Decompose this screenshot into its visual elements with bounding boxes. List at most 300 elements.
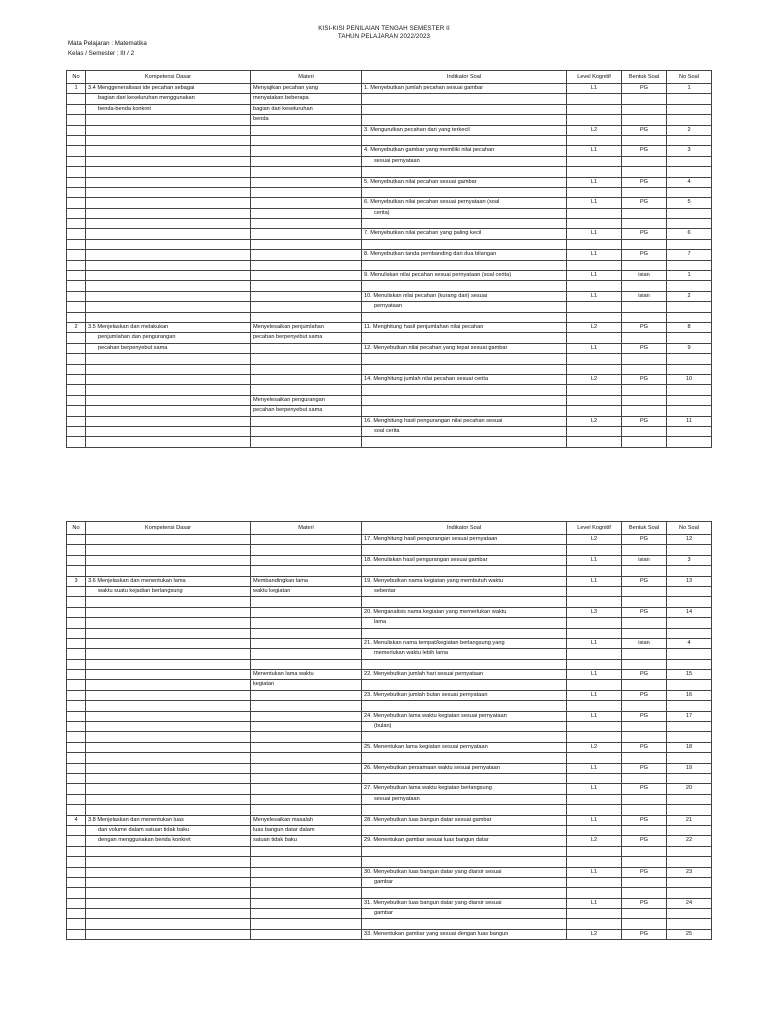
- materi-cell: [251, 312, 362, 322]
- indikator-soal-cell: [362, 680, 567, 690]
- no-cell: [67, 919, 86, 929]
- no-soal-cell: 1: [667, 271, 712, 281]
- level-kognitif-cell: L1: [567, 763, 622, 773]
- level-kognitif-cell: [567, 135, 622, 145]
- column-header-materi: Materi: [251, 71, 362, 84]
- level-kognitif-cell: [567, 659, 622, 669]
- bentuk-soal-cell: PG: [622, 125, 667, 135]
- no-cell: [67, 354, 86, 364]
- no-cell: [67, 732, 86, 742]
- bentuk-soal-cell: PG: [622, 607, 667, 617]
- kompetensi-dasar-cell: [86, 805, 251, 815]
- no-cell: [67, 628, 86, 638]
- indikator-soal-cell: [362, 753, 567, 763]
- no-cell: [67, 763, 86, 773]
- table-row: [67, 156, 712, 166]
- no-cell: [67, 742, 86, 752]
- no-soal-cell: [667, 94, 712, 104]
- materi-cell: [251, 354, 362, 364]
- kompetensi-dasar-cell: [86, 229, 251, 239]
- indikator-soal-cell: [362, 333, 567, 343]
- subject-label: Mata Pelajaran : Matematika: [68, 40, 147, 47]
- no-cell: [67, 94, 86, 104]
- no-cell: [67, 406, 86, 416]
- no-soal-cell: [667, 919, 712, 929]
- no-cell: [67, 898, 86, 908]
- kompetensi-dasar-cell: [86, 753, 251, 763]
- column-header-indikator-soal: Indikator Soal: [362, 71, 567, 84]
- table-row: [67, 659, 712, 669]
- level-kognitif-cell: L1: [567, 146, 622, 156]
- materi-cell: satuan tidak baku: [251, 836, 362, 846]
- table-row: [67, 343, 712, 353]
- no-cell: [67, 364, 86, 374]
- kompetensi-dasar-cell: [86, 919, 251, 929]
- bentuk-soal-cell: [622, 135, 667, 145]
- bentuk-soal-cell: isian: [622, 638, 667, 648]
- no-cell: [67, 680, 86, 690]
- no-cell: [67, 271, 86, 281]
- table-row: [67, 763, 712, 773]
- no-cell: [67, 125, 86, 135]
- kompetensi-dasar-cell: [86, 385, 251, 395]
- kompetensi-dasar-cell: [86, 535, 251, 545]
- kompetensi-dasar-cell: [86, 281, 251, 291]
- materi-cell: Menyelesaikan penjumlahan: [251, 322, 362, 332]
- table-row: [67, 773, 712, 783]
- indikator-soal-cell: [362, 354, 567, 364]
- no-soal-cell: [667, 794, 712, 804]
- level-kognitif-cell: [567, 794, 622, 804]
- no-cell: [67, 437, 86, 447]
- indikator-soal-cell: soal cerita: [362, 426, 567, 436]
- no-soal-cell: [667, 395, 712, 405]
- level-kognitif-cell: [567, 395, 622, 405]
- bentuk-soal-cell: [622, 385, 667, 395]
- table-header-row: [67, 522, 712, 535]
- level-kognitif-cell: [567, 597, 622, 607]
- no-soal-cell: [667, 566, 712, 576]
- kompetensi-dasar-cell: [86, 867, 251, 877]
- table-row: [67, 291, 712, 301]
- no-soal-cell: 8: [667, 322, 712, 332]
- kompetensi-dasar-cell: [86, 659, 251, 669]
- materi-cell: [251, 929, 362, 939]
- kompetensi-dasar-cell: [86, 888, 251, 898]
- no-cell: [67, 909, 86, 919]
- no-soal-cell: [667, 597, 712, 607]
- kompetensi-dasar-cell: [86, 426, 251, 436]
- materi-cell: [251, 888, 362, 898]
- level-kognitif-cell: [567, 167, 622, 177]
- indikator-soal-cell: 11. Menghitung hasil penjumlahan nilai pecahan: [362, 322, 567, 332]
- no-soal-cell: [667, 659, 712, 669]
- table-row: [67, 364, 712, 374]
- no-soal-cell: [667, 333, 712, 343]
- materi-cell: [251, 919, 362, 929]
- table-row: [67, 312, 712, 322]
- table-row: [67, 597, 712, 607]
- indikator-soal-cell: cerita): [362, 208, 567, 218]
- kompetensi-dasar-cell: [86, 701, 251, 711]
- indikator-soal-cell: [362, 628, 567, 638]
- indikator-soal-cell: gambar: [362, 877, 567, 887]
- no-soal-cell: [667, 437, 712, 447]
- no-soal-cell: [667, 208, 712, 218]
- indikator-soal-cell: [362, 281, 567, 291]
- indikator-soal-cell: 30. Menyebutkan luas bangun datar yang diarsir sesuai: [362, 867, 567, 877]
- no-cell: [67, 156, 86, 166]
- table-row: [67, 836, 712, 846]
- table-row: [67, 208, 712, 218]
- indikator-soal-cell: 16. Menghitung hasil pengurangan nilai pecahan sesuai: [362, 416, 567, 426]
- kompetensi-dasar-cell: [86, 135, 251, 145]
- no-soal-cell: [667, 586, 712, 596]
- materi-cell: [251, 773, 362, 783]
- table-row: [67, 742, 712, 752]
- table-row: [67, 909, 712, 919]
- indikator-soal-cell: 14. Menghitung jumlah nilai pecahan sesuai cerita: [362, 374, 567, 384]
- kompetensi-dasar-cell: 3.8 Menjelaskan dan menentukan luas: [86, 815, 251, 825]
- bentuk-soal-cell: [622, 167, 667, 177]
- kompetensi-dasar-cell: [86, 416, 251, 426]
- bentuk-soal-cell: [622, 239, 667, 249]
- no-cell: [67, 867, 86, 877]
- table-row: [67, 250, 712, 260]
- indikator-soal-cell: [362, 597, 567, 607]
- level-kognitif-cell: [567, 426, 622, 436]
- no-soal-cell: 12: [667, 535, 712, 545]
- table-row: [67, 701, 712, 711]
- no-cell: [67, 555, 86, 565]
- indikator-soal-cell: 26. Menyebutkan persamaan waktu sesuai pernyataan: [362, 763, 567, 773]
- column-header-kompetensi-dasar: Kompetensi Dasar: [86, 71, 251, 84]
- materi-cell: waktu kegiatan: [251, 586, 362, 596]
- materi-cell: [251, 187, 362, 197]
- materi-cell: [251, 177, 362, 187]
- no-cell: 1: [67, 84, 86, 94]
- bentuk-soal-cell: [622, 649, 667, 659]
- materi-cell: Menyelesaikan pengurangan: [251, 395, 362, 405]
- materi-cell: kegiatan: [251, 680, 362, 690]
- no-soal-cell: 14: [667, 607, 712, 617]
- no-cell: [67, 167, 86, 177]
- table-row: [67, 271, 712, 281]
- no-soal-cell: [667, 312, 712, 322]
- materi-cell: [251, 343, 362, 353]
- no-soal-cell: [667, 426, 712, 436]
- table-row: [67, 607, 712, 617]
- no-soal-cell: [667, 701, 712, 711]
- bentuk-soal-cell: [622, 753, 667, 763]
- indikator-soal-cell: 4. Menyebutkan gambar yang memiliki nilai pecahan: [362, 146, 567, 156]
- bentuk-soal-cell: PG: [622, 763, 667, 773]
- level-kognitif-cell: [567, 333, 622, 343]
- table-row: [67, 566, 712, 576]
- indikator-soal-cell: [362, 437, 567, 447]
- bentuk-soal-cell: [622, 115, 667, 125]
- no-soal-cell: [667, 135, 712, 145]
- level-kognitif-cell: L1: [567, 784, 622, 794]
- table-row: [67, 638, 712, 648]
- indikator-soal-cell: [362, 406, 567, 416]
- level-kognitif-cell: [567, 753, 622, 763]
- table-row: [67, 385, 712, 395]
- no-cell: [67, 187, 86, 197]
- no-soal-cell: [667, 385, 712, 395]
- no-soal-cell: 23: [667, 867, 712, 877]
- table-row: [67, 426, 712, 436]
- kompetensi-dasar-cell: [86, 690, 251, 700]
- level-kognitif-cell: [567, 628, 622, 638]
- indikator-soal-cell: 28. Menyebutkan luas bangun datar sesuai gambar: [362, 815, 567, 825]
- no-soal-cell: [667, 909, 712, 919]
- bentuk-soal-cell: [622, 354, 667, 364]
- bentuk-soal-cell: PG: [622, 929, 667, 939]
- materi-cell: [251, 208, 362, 218]
- indikator-soal-cell: [362, 135, 567, 145]
- no-soal-cell: [667, 364, 712, 374]
- bentuk-soal-cell: isian: [622, 291, 667, 301]
- kompetensi-dasar-cell: [86, 670, 251, 680]
- kompetensi-dasar-cell: [86, 680, 251, 690]
- table-row: [67, 281, 712, 291]
- materi-cell: [251, 649, 362, 659]
- no-soal-cell: [667, 406, 712, 416]
- table-row: [67, 302, 712, 312]
- table-row: [67, 416, 712, 426]
- materi-cell: Menyajikan pecahan yang: [251, 84, 362, 94]
- indikator-soal-cell: [362, 187, 567, 197]
- materi-cell: [251, 732, 362, 742]
- indikator-soal-cell: [362, 857, 567, 867]
- kompetensi-dasar-cell: [86, 374, 251, 384]
- level-kognitif-cell: [567, 354, 622, 364]
- kisi-kisi-table-page2: [66, 521, 712, 940]
- kompetensi-dasar-cell: [86, 115, 251, 125]
- bentuk-soal-cell: [622, 888, 667, 898]
- no-soal-cell: [667, 888, 712, 898]
- no-soal-cell: 10: [667, 374, 712, 384]
- bentuk-soal-cell: [622, 426, 667, 436]
- level-kognitif-cell: L1: [567, 555, 622, 565]
- level-kognitif-cell: [567, 437, 622, 447]
- indikator-soal-cell: [362, 239, 567, 249]
- indikator-soal-cell: [362, 805, 567, 815]
- table-row: [67, 670, 712, 680]
- bentuk-soal-cell: [622, 281, 667, 291]
- bentuk-soal-cell: [622, 406, 667, 416]
- bentuk-soal-cell: PG: [622, 867, 667, 877]
- table-row: [67, 825, 712, 835]
- kompetensi-dasar-cell: [86, 555, 251, 565]
- no-cell: [67, 198, 86, 208]
- bentuk-soal-cell: PG: [622, 146, 667, 156]
- table-row: [67, 84, 712, 94]
- no-cell: [67, 753, 86, 763]
- kompetensi-dasar-cell: [86, 722, 251, 732]
- kompetensi-dasar-cell: [86, 364, 251, 374]
- bentuk-soal-cell: [622, 919, 667, 929]
- bentuk-soal-cell: [622, 825, 667, 835]
- no-cell: [67, 260, 86, 270]
- document-title-line1: KISI-KISI PENILAIAN TENGAH SEMESTER II: [318, 25, 450, 32]
- table-row: [67, 555, 712, 565]
- no-cell: 3: [67, 576, 86, 586]
- materi-cell: bagian dari keseluruhan: [251, 104, 362, 114]
- indikator-soal-cell: 20. Menganalisis nama kegiatan yang memerlukan waktu: [362, 607, 567, 617]
- kompetensi-dasar-cell: [86, 597, 251, 607]
- kompetensi-dasar-cell: [86, 208, 251, 218]
- no-soal-cell: [667, 545, 712, 555]
- bentuk-soal-cell: [622, 597, 667, 607]
- level-kognitif-cell: [567, 825, 622, 835]
- kompetensi-dasar-cell: [86, 742, 251, 752]
- table-row: [67, 177, 712, 187]
- materi-cell: [251, 638, 362, 648]
- no-cell: [67, 586, 86, 596]
- class-semester-label: Kelas / Semester : III / 2: [68, 50, 135, 57]
- kompetensi-dasar-cell: [86, 877, 251, 887]
- level-kognitif-cell: L1: [567, 229, 622, 239]
- materi-cell: [251, 374, 362, 384]
- kompetensi-dasar-cell: [86, 711, 251, 721]
- indikator-soal-cell: [362, 566, 567, 576]
- table-row: [67, 374, 712, 384]
- no-soal-cell: 13: [667, 576, 712, 586]
- table-row: [67, 146, 712, 156]
- kompetensi-dasar-cell: [86, 219, 251, 229]
- no-soal-cell: [667, 825, 712, 835]
- level-kognitif-cell: [567, 649, 622, 659]
- kompetensi-dasar-cell: [86, 291, 251, 301]
- bentuk-soal-cell: [622, 773, 667, 783]
- no-soal-cell: [667, 805, 712, 815]
- no-soal-cell: 7: [667, 250, 712, 260]
- bentuk-soal-cell: [622, 618, 667, 628]
- materi-cell: Menyelesaikan masalah: [251, 815, 362, 825]
- bentuk-soal-cell: PG: [622, 898, 667, 908]
- indikator-soal-cell: 18. Menuliskan hasil pengurangan sesuai gambar: [362, 555, 567, 565]
- indikator-soal-cell: [362, 385, 567, 395]
- no-cell: [67, 722, 86, 732]
- no-cell: [67, 385, 86, 395]
- table-row: [67, 576, 712, 586]
- column-header-no-soal: No Soal: [667, 522, 712, 535]
- indikator-soal-cell: 29. Menentukan gambar sesuai luas bangun datar: [362, 836, 567, 846]
- materi-cell: [251, 125, 362, 135]
- table-row: [67, 846, 712, 856]
- kisi-kisi-table-page1: [66, 70, 712, 448]
- no-soal-cell: [667, 354, 712, 364]
- materi-cell: [251, 239, 362, 249]
- materi-cell: [251, 659, 362, 669]
- bentuk-soal-cell: isian: [622, 271, 667, 281]
- level-kognitif-cell: L2: [567, 322, 622, 332]
- no-soal-cell: [667, 104, 712, 114]
- table-row: [67, 125, 712, 135]
- bentuk-soal-cell: [622, 437, 667, 447]
- materi-cell: [251, 146, 362, 156]
- indikator-soal-cell: 7. Menyebutkan nilai pecahan yang paling kecil: [362, 229, 567, 239]
- table-row: [67, 586, 712, 596]
- level-kognitif-cell: [567, 156, 622, 166]
- no-soal-cell: 18: [667, 742, 712, 752]
- materi-cell: [251, 219, 362, 229]
- indikator-soal-cell: lama: [362, 618, 567, 628]
- level-kognitif-cell: [567, 888, 622, 898]
- kompetensi-dasar-cell: pecahan berpenyebut sama: [86, 343, 251, 353]
- no-cell: [67, 794, 86, 804]
- indikator-soal-cell: 12. Menyebutkan nilai pecahan yang tepat sesuai gambar: [362, 343, 567, 353]
- column-header-no: No: [67, 71, 86, 84]
- materi-cell: [251, 271, 362, 281]
- kompetensi-dasar-cell: [86, 898, 251, 908]
- kompetensi-dasar-cell: [86, 198, 251, 208]
- column-header-level-kognitif: Level Kognitif: [567, 71, 622, 84]
- table-row: [67, 805, 712, 815]
- kompetensi-dasar-cell: [86, 125, 251, 135]
- table-row: [67, 722, 712, 732]
- indikator-soal-cell: sesuai pernyataan: [362, 794, 567, 804]
- no-cell: [67, 659, 86, 669]
- table-row: [67, 919, 712, 929]
- no-cell: [67, 208, 86, 218]
- table-row: [67, 219, 712, 229]
- no-cell: [67, 281, 86, 291]
- table-row: [67, 857, 712, 867]
- indikator-soal-cell: sesuai pernyataan: [362, 156, 567, 166]
- indikator-soal-cell: 5. Menyebutkan nilai pecahan sesuai gambar: [362, 177, 567, 187]
- no-soal-cell: 24: [667, 898, 712, 908]
- no-cell: [67, 690, 86, 700]
- indikator-soal-cell: pernyataan: [362, 302, 567, 312]
- materi-cell: [251, 618, 362, 628]
- table-row: [67, 167, 712, 177]
- materi-cell: Membandingkan lama: [251, 576, 362, 586]
- bentuk-soal-cell: [622, 701, 667, 711]
- no-soal-cell: [667, 167, 712, 177]
- column-header-no-soal: No Soal: [667, 71, 712, 84]
- indikator-soal-cell: (bulan): [362, 722, 567, 732]
- level-kognitif-cell: [567, 701, 622, 711]
- indikator-soal-cell: gambar: [362, 909, 567, 919]
- level-kognitif-cell: [567, 302, 622, 312]
- level-kognitif-cell: [567, 94, 622, 104]
- level-kognitif-cell: [567, 877, 622, 887]
- kompetensi-dasar-cell: [86, 763, 251, 773]
- bentuk-soal-cell: PG: [622, 836, 667, 846]
- bentuk-soal-cell: PG: [622, 177, 667, 187]
- materi-cell: [251, 794, 362, 804]
- bentuk-soal-cell: [622, 732, 667, 742]
- table-row: [67, 815, 712, 825]
- kompetensi-dasar-cell: penjumlahan dan pengurangan: [86, 333, 251, 343]
- materi-cell: [251, 535, 362, 545]
- no-soal-cell: [667, 219, 712, 229]
- no-soal-cell: [667, 618, 712, 628]
- materi-cell: [251, 607, 362, 617]
- column-header-bentuk-soal: Bentuk Soal: [622, 71, 667, 84]
- no-cell: [67, 302, 86, 312]
- indikator-soal-cell: [362, 260, 567, 270]
- bentuk-soal-cell: [622, 909, 667, 919]
- no-soal-cell: 19: [667, 763, 712, 773]
- bentuk-soal-cell: PG: [622, 322, 667, 332]
- materi-cell: [251, 898, 362, 908]
- no-cell: [67, 250, 86, 260]
- bentuk-soal-cell: PG: [622, 784, 667, 794]
